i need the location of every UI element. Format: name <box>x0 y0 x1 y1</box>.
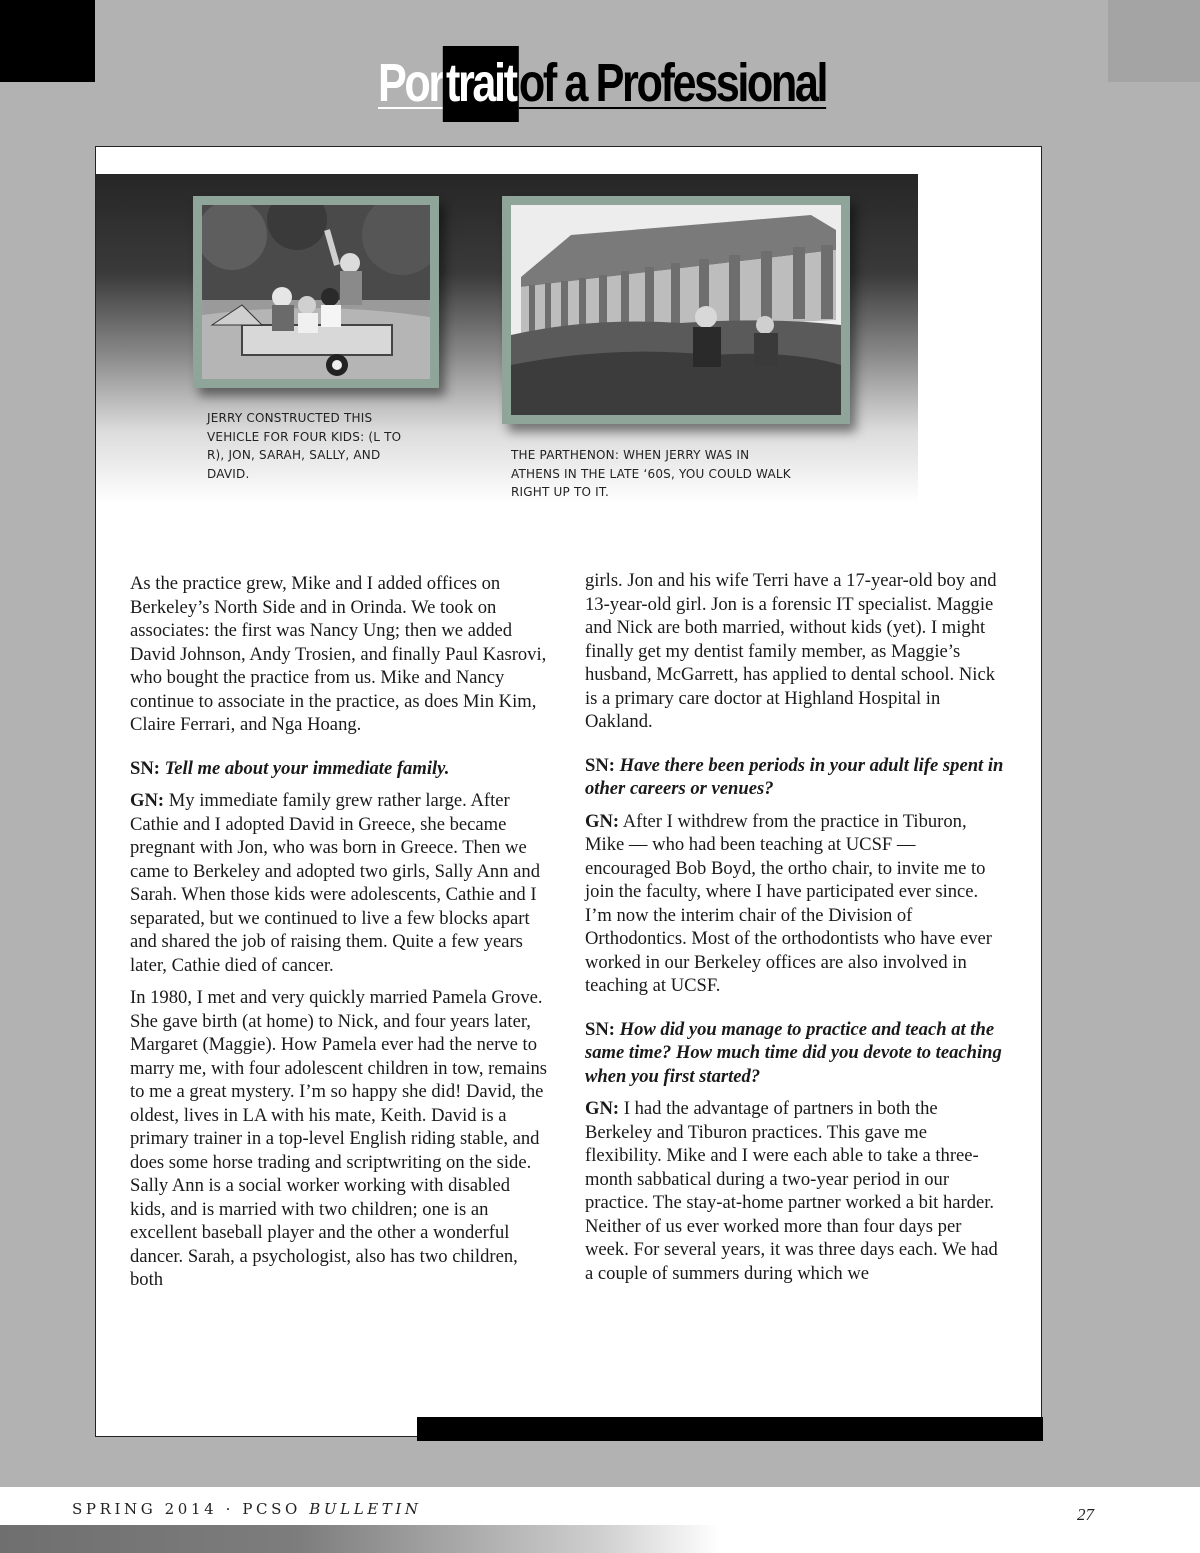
photo-parthenon <box>502 196 850 424</box>
speaker-label: GN: <box>585 1098 620 1119</box>
page-number: 27 <box>1077 1505 1094 1524</box>
interview-question <box>585 754 1005 801</box>
answer-text: My immediate family grew rather large. After Cathie and I adopted David in Greece, she became pregnant with Jon, who was born in Greece. Then we came to Berkeley and adopted two girls, Sally Ann and Sarah. When those kids were adolescents, Cathie and I separated, but we continued to live a few blocks apart and shared the job of raising them. Quite a few years later, Cathie died of cancer. <box>130 790 540 976</box>
corner-block-left <box>0 0 95 82</box>
article-paragraph: In 1980, I met and very quickly married Pamela Grove. She gave birth (at home) to Nick, and four years later, Margaret (Maggie). How Pamela ever had the nerve to marry me, with four adolescent children in tow, remains to me a great mystery. I’m so happy she did! David, the oldest, lives in LA with his mate, Keith. David is a primary trainer in a top-level English riding stable, and does some horse trading and scriptwriting on the side. Sally Ann is a social worker working with disabled kids, and is married with two children; one is an excellent baseball player and the other a wonderful dancer. Sarah, a psychologist, also has two children, both <box>130 987 548 1290</box>
footer-issue <box>72 1500 422 1518</box>
title-part-1: Por <box>378 53 443 113</box>
speaker-label: SN: <box>130 757 160 779</box>
right-photo-caption: THE PARTHENON: WHEN JERRY WAS IN ATHENS IN THE LATE ‘60S, YOU COULD WALK RIGHT UP TO IT. <box>511 448 791 499</box>
interview-answer <box>130 789 550 977</box>
article-column-left <box>130 572 550 1301</box>
interview-answer <box>585 810 1005 998</box>
panel-bottom-bar <box>417 1417 1043 1441</box>
speaker-label: GN: <box>130 790 165 811</box>
interview-answer <box>585 1097 1005 1285</box>
speaker-label: SN: <box>585 754 615 776</box>
speaker-label: SN: <box>585 1018 615 1040</box>
footer-season: SPRING 2014 · PCSO <box>72 1500 310 1518</box>
parthenon-image <box>511 205 841 415</box>
footer-gradient-bar <box>0 1525 1200 1553</box>
article-column-right <box>585 569 1005 1294</box>
interview-question <box>130 757 550 781</box>
answer-text: I had the advantage of partners in both the Berkeley and Tiburon practices. This gave me flexibility. Mike and I were each able to take a three-month sabbatical during a two-year period in our practice. The stay-at-home partner worked a bit harder. Neither of us ever worked more than four days per week. For several years, it was three days each. We had a couple of summers during which we <box>585 1098 998 1284</box>
footer-publication: BULLETIN <box>309 1500 422 1518</box>
question-text: Have there been periods in your adult life spent in other careers or venues? <box>585 754 1004 799</box>
question-text: How did you manage to practice and teach at the same time? How much time did you devote to teaching when you first started? <box>585 1018 1002 1087</box>
title-part-2: trait <box>443 46 519 122</box>
speaker-label: GN: <box>585 810 620 832</box>
left-photo-caption: JERRY CONSTRUCTED THIS VEHICLE FOR FOUR KIDS: (L TO R), JON, SARAH, SALLY, AND DAVID. <box>207 411 402 481</box>
answer-text: After I withdrew from the practice in Tiburon, Mike — who had been teaching at UCSF — encouraged Bob Boyd, the ortho chair, to invite me to join the faculty, where I have participated ever since. I’m now the interim chair of the Division of Orthodontics. Most of the orthodontists who have ever worked in our Berkeley offices are also involved in teaching at UCSF. <box>585 810 992 996</box>
article-paragraph: girls. Jon and his wife Terri have a 17-year-old boy and 13-year-old girl. Jon is a forensic IT specialist. Maggie and Nick are both married, without kids (yet). I might finally get my dentist family member, as Maggie’s husband, McGarrett, has applied to dental school. Nick is a primary care doctor at Highland Hospital in Oakland. <box>585 570 997 732</box>
title-part-3: of a Professional <box>518 53 827 113</box>
interview-question <box>585 1018 1005 1089</box>
page-title <box>378 52 826 122</box>
corner-block-right <box>1108 0 1200 82</box>
photo-kids-vehicle <box>193 196 439 388</box>
question-text: Tell me about your immediate family. <box>164 757 450 779</box>
article-paragraph: As the practice grew, Mike and I added offices on Berkeley’s North Side and in Orinda. We took on associates: the first was Nancy Ung; then we added David Johnson, Andy Trosien, and finally Paul Kasrovi, who bought the practice from us. Mike and Nancy continue to associate in the practice, as does Min Kim, Claire Ferrari, and Nga Hoang. <box>130 573 547 735</box>
kids-vehicle-image <box>202 205 430 379</box>
